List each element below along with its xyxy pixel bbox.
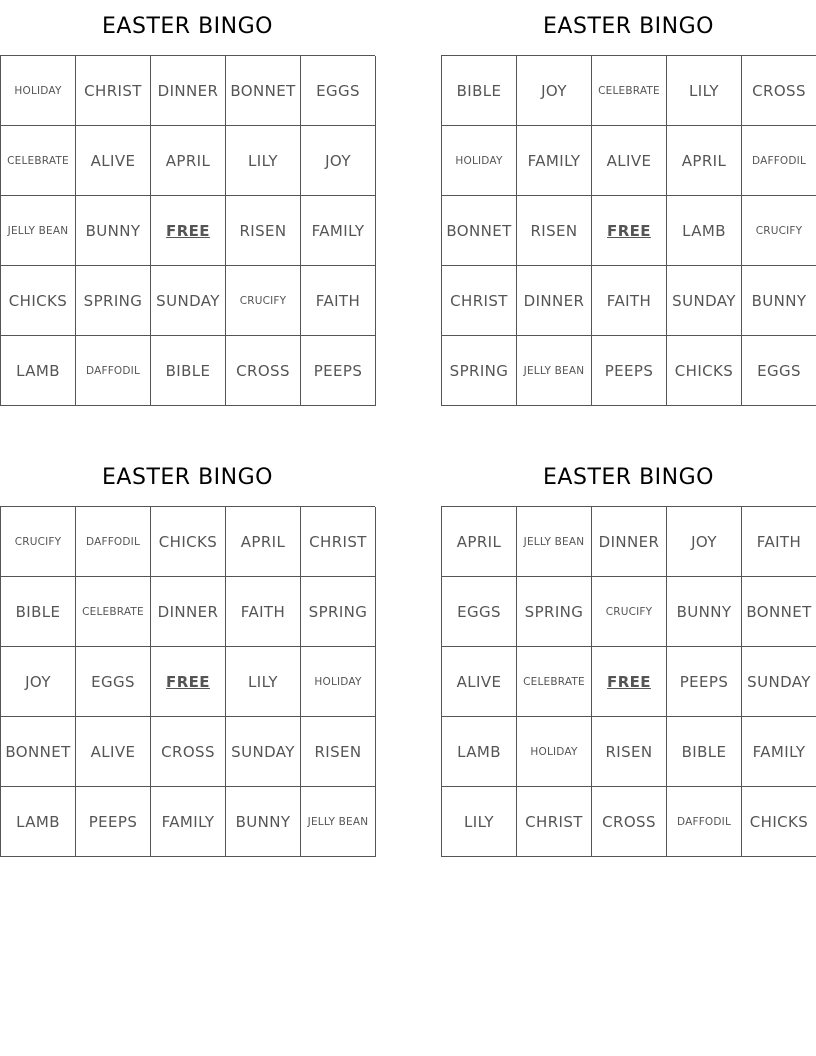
- bingo-grid: [441, 506, 816, 857]
- bingo-cell: SUNDAY: [151, 266, 226, 336]
- bingo-cell: EGGS: [742, 336, 816, 406]
- bingo-cell: LILY: [226, 647, 301, 717]
- bingo-cell: CELEBRATE: [592, 56, 667, 126]
- bingo-cell: BONNET: [1, 717, 76, 787]
- bingo-cell: CROSS: [151, 717, 226, 787]
- bingo-cell: CHICKS: [151, 507, 226, 577]
- bingo-cell: JOY: [1, 647, 76, 717]
- bingo-cell: SUNDAY: [742, 647, 816, 717]
- bingo-cell: HOLIDAY: [301, 647, 376, 717]
- bingo-cell: LAMB: [442, 717, 517, 787]
- bingo-cell: APRIL: [226, 507, 301, 577]
- bingo-cell: DINNER: [517, 266, 592, 336]
- bingo-cell: CROSS: [592, 787, 667, 857]
- bingo-cell: CROSS: [226, 336, 301, 406]
- bingo-cell: SUNDAY: [667, 266, 742, 336]
- bingo-cell: RISEN: [517, 196, 592, 266]
- bingo-card-1: [0, 0, 375, 406]
- bingo-cell: JOY: [667, 507, 742, 577]
- bingo-cell: FAMILY: [742, 717, 816, 787]
- bingo-cell: DAFFODIL: [76, 336, 151, 406]
- bingo-cell: APRIL: [442, 507, 517, 577]
- bingo-cell: BONNET: [226, 56, 301, 126]
- bingo-cell: PEEPS: [667, 647, 742, 717]
- bingo-cell: HOLIDAY: [442, 126, 517, 196]
- bingo-cell: RISEN: [592, 717, 667, 787]
- bingo-cell: RISEN: [226, 196, 301, 266]
- bingo-grid: [0, 55, 375, 406]
- bingo-cell: BIBLE: [151, 336, 226, 406]
- bingo-cell: RISEN: [301, 717, 376, 787]
- bingo-card-2: [441, 0, 816, 406]
- bingo-cell: CELEBRATE: [1, 126, 76, 196]
- bingo-cell: LAMB: [1, 787, 76, 857]
- bingo-cell: HOLIDAY: [1, 56, 76, 126]
- bingo-cell: ALIVE: [76, 717, 151, 787]
- bingo-cell: ALIVE: [76, 126, 151, 196]
- bingo-cell: BUNNY: [667, 577, 742, 647]
- bingo-cell: BIBLE: [442, 56, 517, 126]
- card-title: EASTER BINGO: [543, 465, 714, 490]
- bingo-cell: LILY: [226, 126, 301, 196]
- bingo-cell: APRIL: [151, 126, 226, 196]
- bingo-cell: SUNDAY: [226, 717, 301, 787]
- bingo-cell: BIBLE: [1, 577, 76, 647]
- bingo-cell: DAFFODIL: [76, 507, 151, 577]
- bingo-cell: CROSS: [742, 56, 816, 126]
- bingo-cell: FAMILY: [301, 196, 376, 266]
- bingo-cell: BONNET: [742, 577, 816, 647]
- bingo-cell: CHRIST: [76, 56, 151, 126]
- bingo-cell: EGGS: [442, 577, 517, 647]
- bingo-cell: HOLIDAY: [517, 717, 592, 787]
- bingo-cell: FREE: [151, 196, 226, 266]
- card-title: EASTER BINGO: [543, 14, 714, 39]
- bingo-cell: CHICKS: [667, 336, 742, 406]
- bingo-card-3: [0, 451, 375, 857]
- bingo-cell: JELLY BEAN: [517, 507, 592, 577]
- bingo-cell: BONNET: [442, 196, 517, 266]
- bingo-cell: SPRING: [442, 336, 517, 406]
- bingo-cell: FAITH: [592, 266, 667, 336]
- bingo-cell: LILY: [667, 56, 742, 126]
- bingo-cell: FREE: [151, 647, 226, 717]
- bingo-cell: BUNNY: [226, 787, 301, 857]
- bingo-cell: DINNER: [151, 577, 226, 647]
- bingo-cell: PEEPS: [592, 336, 667, 406]
- bingo-cell: SPRING: [301, 577, 376, 647]
- bingo-cell: DAFFODIL: [667, 787, 742, 857]
- bingo-cell: JELLY BEAN: [301, 787, 376, 857]
- bingo-cell: CRUCIFY: [742, 196, 816, 266]
- bingo-cell: DAFFODIL: [742, 126, 816, 196]
- bingo-cell: CELEBRATE: [517, 647, 592, 717]
- bingo-cell: EGGS: [301, 56, 376, 126]
- card-title: EASTER BINGO: [102, 14, 273, 39]
- bingo-cell: PEEPS: [76, 787, 151, 857]
- bingo-cell: BUNNY: [742, 266, 816, 336]
- bingo-card-4: [441, 451, 816, 857]
- bingo-cell: FAMILY: [517, 126, 592, 196]
- bingo-cell: ALIVE: [592, 126, 667, 196]
- bingo-grid: [441, 55, 816, 406]
- bingo-cell: FREE: [592, 196, 667, 266]
- bingo-cell: BIBLE: [667, 717, 742, 787]
- card-title: EASTER BINGO: [102, 465, 273, 490]
- bingo-cell: CRUCIFY: [592, 577, 667, 647]
- bingo-cell: FAITH: [301, 266, 376, 336]
- bingo-cell: CRUCIFY: [1, 507, 76, 577]
- bingo-cell: CELEBRATE: [76, 577, 151, 647]
- bingo-cell: FREE: [592, 647, 667, 717]
- bingo-cell: JELLY BEAN: [517, 336, 592, 406]
- bingo-cell: CHICKS: [1, 266, 76, 336]
- bingo-cell: CRUCIFY: [226, 266, 301, 336]
- bingo-cell: DINNER: [151, 56, 226, 126]
- bingo-cell: FAITH: [226, 577, 301, 647]
- bingo-cell: DINNER: [592, 507, 667, 577]
- bingo-cell: SPRING: [76, 266, 151, 336]
- bingo-cell: PEEPS: [301, 336, 376, 406]
- bingo-cell: JOY: [301, 126, 376, 196]
- bingo-cell: CHRIST: [517, 787, 592, 857]
- bingo-cell: SPRING: [517, 577, 592, 647]
- bingo-cell: ALIVE: [442, 647, 517, 717]
- bingo-cell: LAMB: [667, 196, 742, 266]
- bingo-cell: JELLY BEAN: [1, 196, 76, 266]
- bingo-cell: FAMILY: [151, 787, 226, 857]
- bingo-cell: LAMB: [1, 336, 76, 406]
- bingo-cell: CHICKS: [742, 787, 816, 857]
- bingo-cell: APRIL: [667, 126, 742, 196]
- bingo-cell: FAITH: [742, 507, 816, 577]
- bingo-grid: [0, 506, 375, 857]
- bingo-cell: CHRIST: [442, 266, 517, 336]
- bingo-cell: BUNNY: [76, 196, 151, 266]
- bingo-cell: EGGS: [76, 647, 151, 717]
- bingo-cell: JOY: [517, 56, 592, 126]
- bingo-cell: LILY: [442, 787, 517, 857]
- bingo-cell: CHRIST: [301, 507, 376, 577]
